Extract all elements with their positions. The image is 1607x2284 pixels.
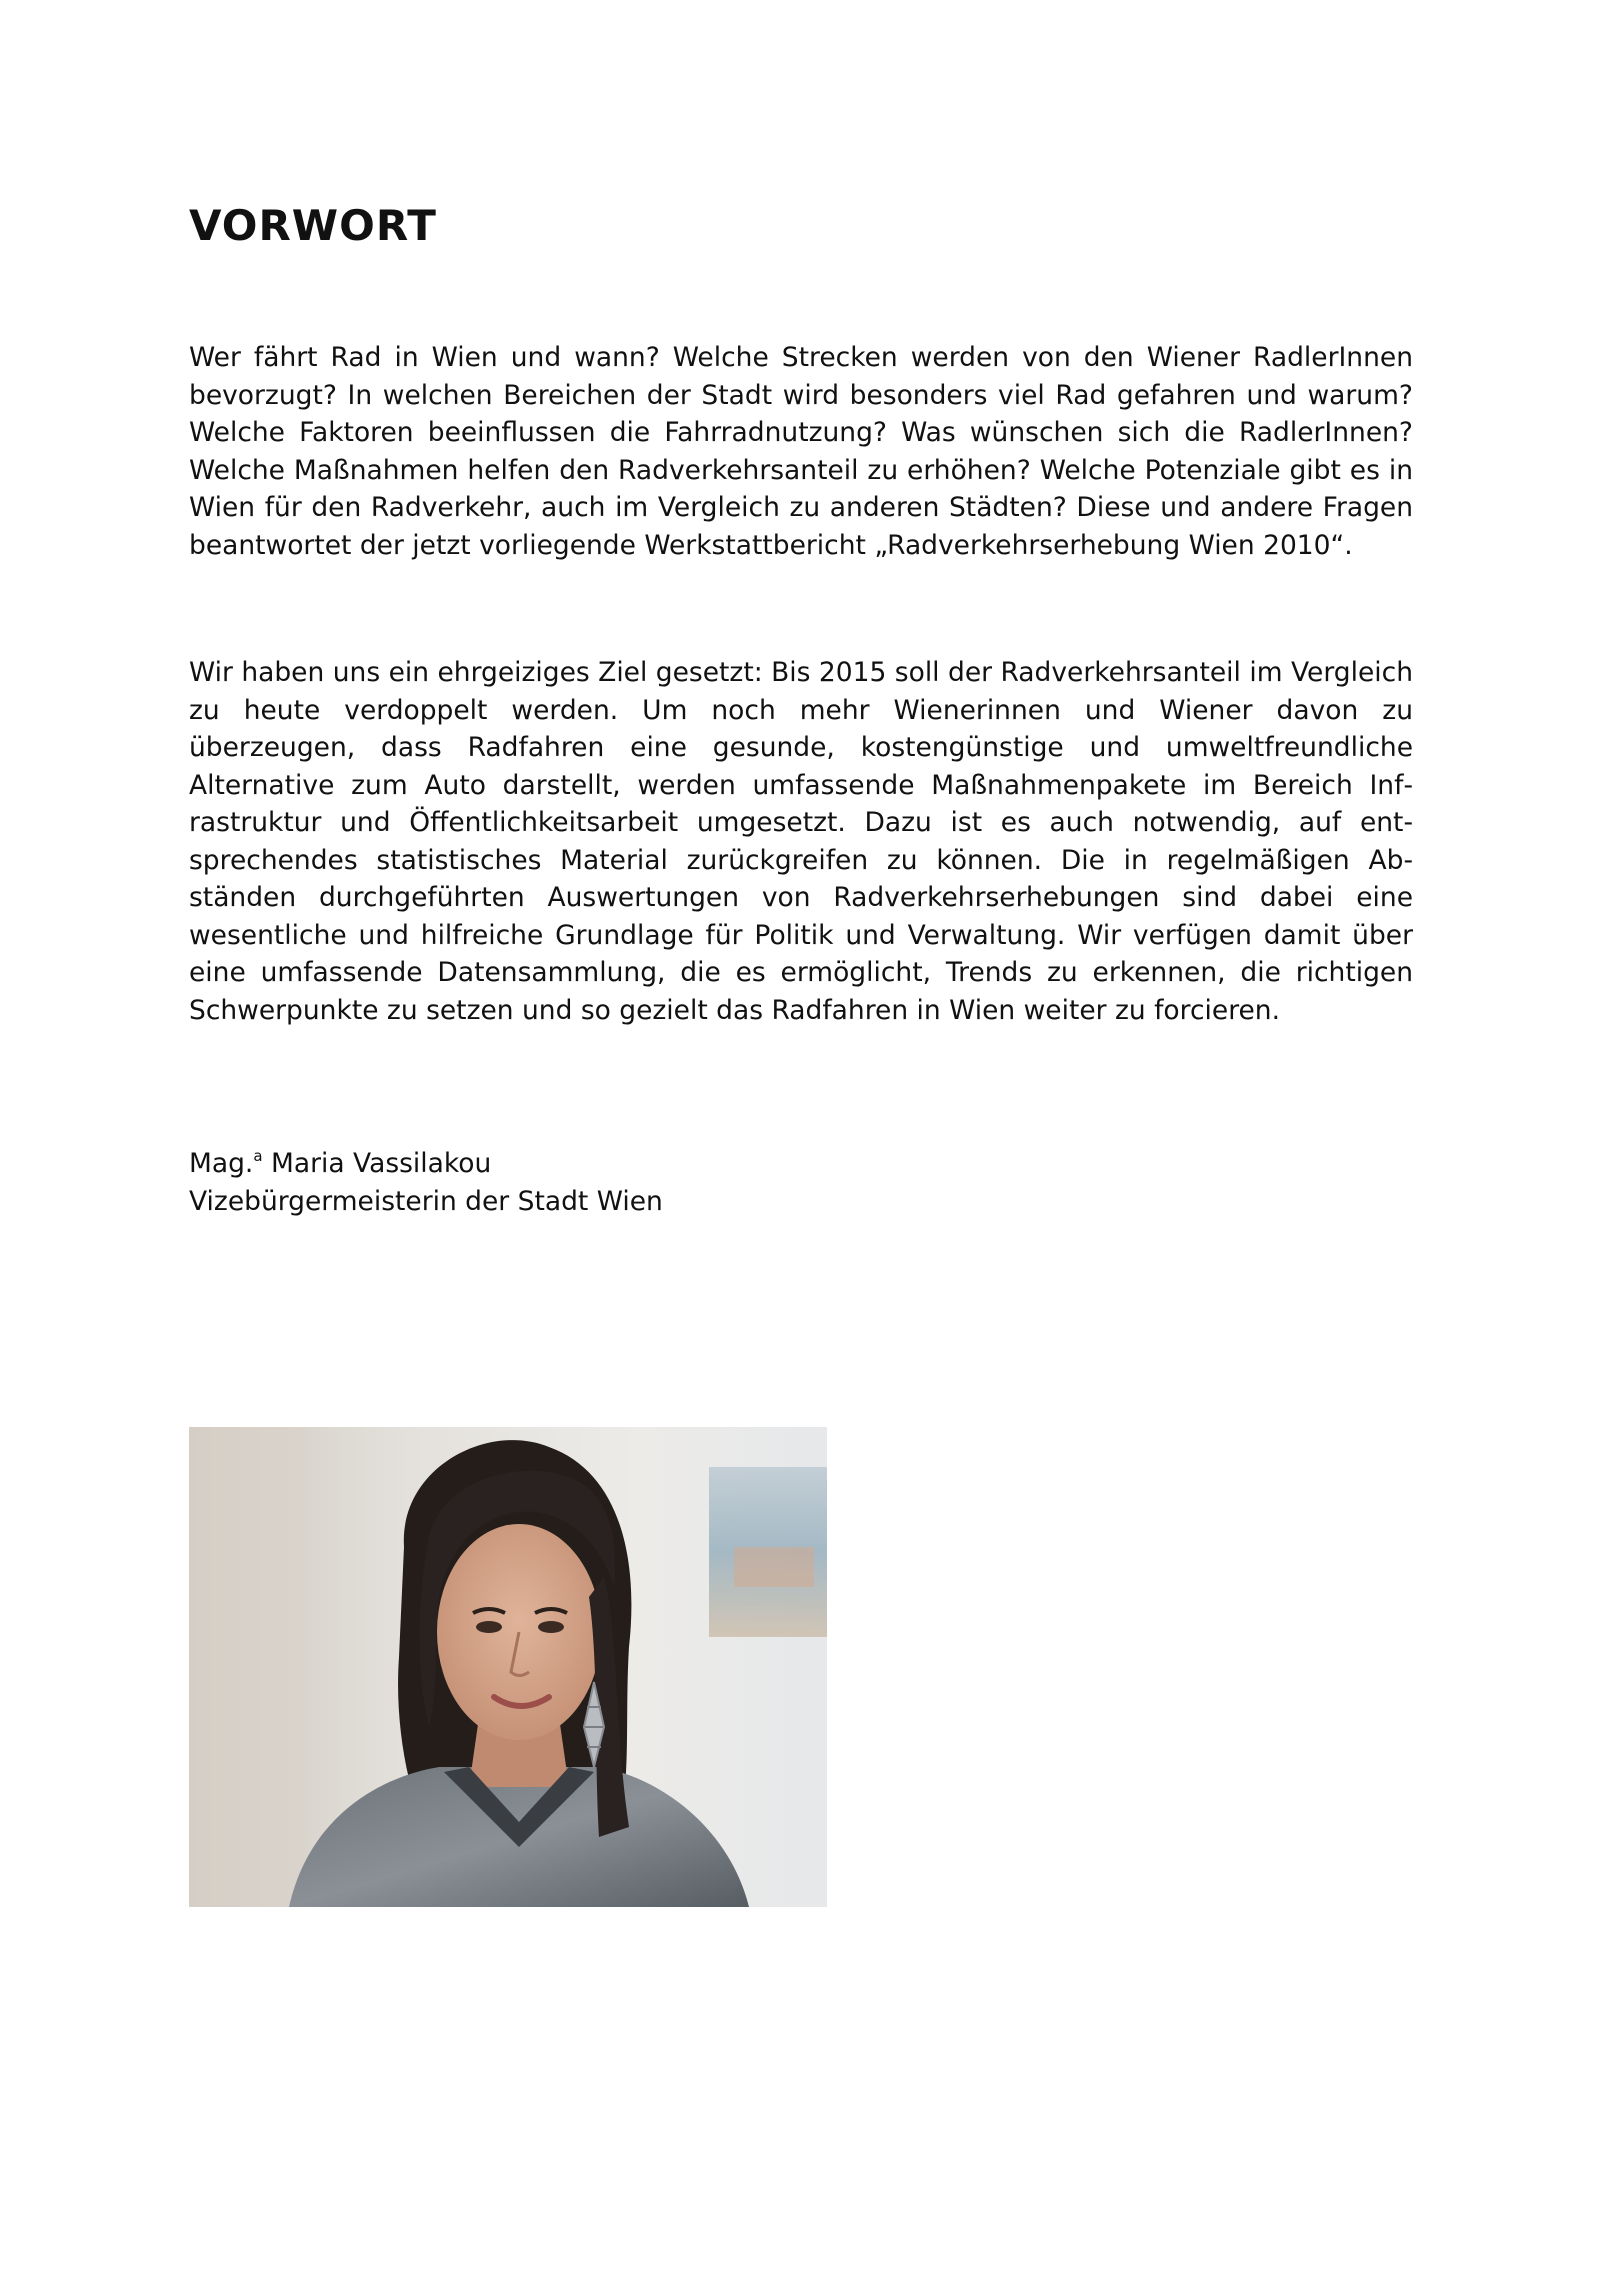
signature-block — [189, 1145, 663, 1220]
page-title: VORWORT — [189, 201, 437, 250]
signature-title: Mag. — [189, 1148, 254, 1179]
portrait-photo — [189, 1427, 827, 1907]
signature-name-line — [189, 1145, 663, 1183]
signature-title-superscript: a — [253, 1147, 263, 1165]
paragraph-text: Wir haben uns ein ehrgeiziges Ziel gesetzt: Bis 2015 soll der Radverkehrsanteil im Vergleich zu heute verdoppelt werden. Um noch mehr Wienerinnen und Wiener davon zu überzeugen, dass Radfahren eine gesunde, kostengünstige und umweltfreundliche Alternative zum Auto darstellt, werden umfassende Maßnahmenpakete im Bereich Infrastruktur und Öffentlichkeitsarbeit umgesetzt. Dazu ist es auch notwendig, auf entsprechendes statistisches Material zurückgreifen zu können. Die in regelmäßigen Abständen durchgeführten Auswertungen von Radverkehrserhebungen sind dabei eine wesentliche und hilfreiche Grundlage für Politik und Verwaltung. Wir verfügen damit über eine umfassende Datensammlung, die es ermöglicht, Trends zu erkennen, die richtigen Schwerpunkte zu setzen und so gezielt das Radfahren in Wien weiter zu forcieren. — [189, 657, 1413, 1026]
signature-name: Maria Vassilakou — [262, 1148, 492, 1179]
signature-role: Vizebürgermeisterin der Stadt Wien — [189, 1185, 663, 1217]
foreword-paragraph-2 — [189, 654, 1413, 1029]
foreword-paragraph-1 — [189, 339, 1413, 564]
paragraph-text: Wer fährt Rad in Wien und wann? Welche Strecken werden von den Wiener RadlerInnen bevorzugt? In welchen Bereichen der Stadt wird besonders viel Rad gefahren und warum? Welche Faktoren beeinflussen die Fahrradnutzung? Was wünschen sich die RadlerInnen? Welche Maßnahmen helfen den Radverkehrsanteil zu erhöhen? Welche Potenziale gibt es in Wien für den Radverkehr, auch im Vergleich zu anderen Städten? Diese und andere Fragen beantwortet der jetzt vorliegende Werkstattbericht „Radverkehrserhebung Wien 2010“. — [189, 342, 1413, 561]
